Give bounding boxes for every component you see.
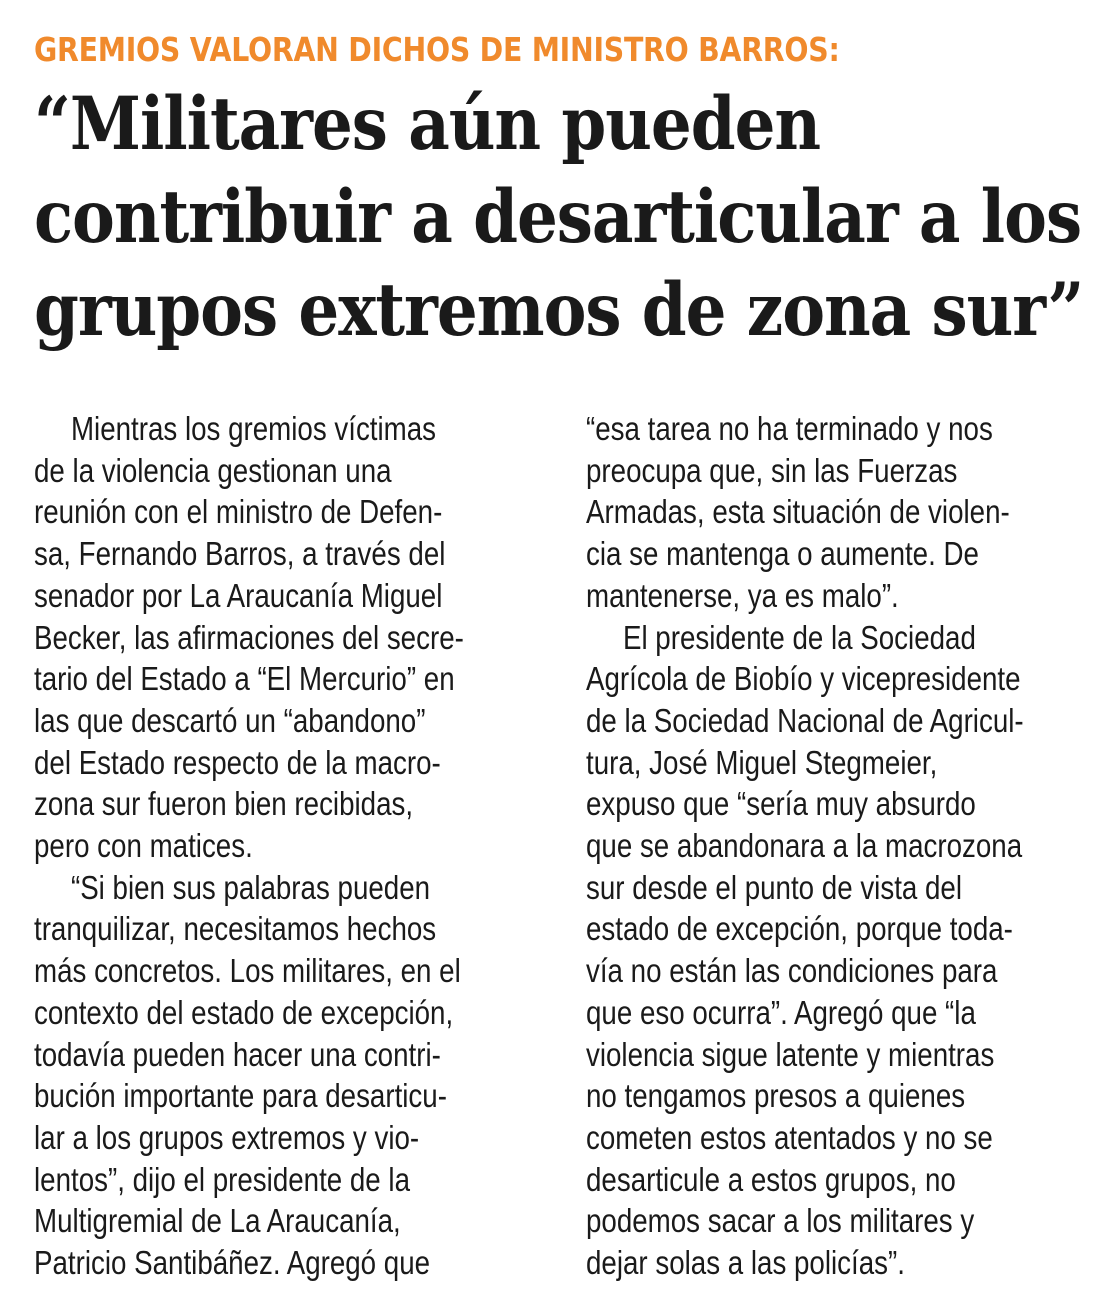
body-line: “esa tarea no ha terminado y nos <box>586 410 993 447</box>
body-line: bución importante para desarticu- <box>34 1077 447 1115</box>
body-line: de la Sociedad Nacional de Agricul- <box>586 701 1024 739</box>
body-line: lar a los grupos extremos y vio- <box>34 1118 420 1156</box>
article-headline <box>34 78 1084 357</box>
body-line: Armadas, esta situación de violen- <box>586 493 1010 531</box>
body-line: Becker, las afirmaciones del secre- <box>34 618 464 656</box>
body-line: todavía pueden hacer una contri- <box>34 1035 441 1073</box>
body-line: zona sur fueron bien recibidas, <box>34 785 414 823</box>
body-line: sur desde el punto de vista del <box>586 868 963 906</box>
body-line: tura, José Miguel Stegmeier, <box>586 743 938 781</box>
body-line: lentos”, dijo el presidente de la <box>34 1160 411 1198</box>
body-line: más concretos. Los militares, en el <box>34 952 461 990</box>
headline-line: grupos extremos de zona sur” <box>34 267 1084 353</box>
body-line: senador por La Araucanía Miguel <box>34 576 443 614</box>
body-line: podemos sacar a los militares y <box>586 1202 975 1240</box>
body-line: contexto del estado de excepción, <box>34 993 454 1031</box>
headline-line: “Militares aún pueden <box>34 81 821 167</box>
article-kicker: GREMIOS VALORAN DICHOS DE MINISTRO BARROS: <box>34 30 840 69</box>
body-line: dejar solas a las policías”. <box>586 1244 905 1282</box>
body-line: “Si bien sus palabras pueden <box>70 868 431 906</box>
body-column-left <box>34 408 544 1284</box>
body-line: sa, Fernando Barros, a través del <box>34 535 446 573</box>
body-line: Agrícola de Biobío y vicepresidente <box>586 660 1021 698</box>
body-line: mantenerse, ya es malo”. <box>586 576 899 614</box>
body-line: Multigremial de La Araucanía, <box>34 1202 401 1240</box>
body-line: tranquilizar, necesitamos hechos <box>34 910 437 948</box>
headline-line: contribuir a desarticular a los <box>34 174 1082 260</box>
body-line: tario del Estado a “El Mercurio” en <box>34 660 455 698</box>
body-line: cometen estos atentados y no se <box>586 1118 993 1156</box>
body-line: cia se mantenga o aumente. De <box>586 535 979 573</box>
body-column-right <box>586 408 1096 1284</box>
article-body <box>34 408 1096 1284</box>
body-line: las que descartó un “abandono” <box>34 701 426 739</box>
body-line: que se abandonara a la macrozona <box>586 827 1023 865</box>
body-line: reunión con el ministro de Defen- <box>34 493 443 531</box>
body-line: vía no están las condiciones para <box>586 952 998 990</box>
body-line: de la violencia gestionan una <box>34 451 392 489</box>
body-line: que eso ocurra”. Agregó que “la <box>586 993 976 1031</box>
body-line: estado de excepción, porque toda- <box>586 910 1013 948</box>
body-line: expuso que “sería muy absurdo <box>586 785 976 823</box>
body-line: pero con matices. <box>34 827 253 865</box>
body-line: no tengamos presos a quienes <box>586 1077 966 1115</box>
body-line: Mientras los gremios víctimas <box>70 410 437 447</box>
body-line: desarticule a estos grupos, no <box>586 1160 956 1198</box>
body-line: del Estado respecto de la macro- <box>34 743 441 781</box>
body-line: Patricio Santibáñez. Agregó que <box>34 1244 431 1282</box>
body-line: preocupa que, sin las Fuerzas <box>586 451 958 489</box>
body-line: El presidente de la Sociedad <box>622 618 976 656</box>
body-line: violencia sigue latente y mientras <box>586 1035 995 1073</box>
